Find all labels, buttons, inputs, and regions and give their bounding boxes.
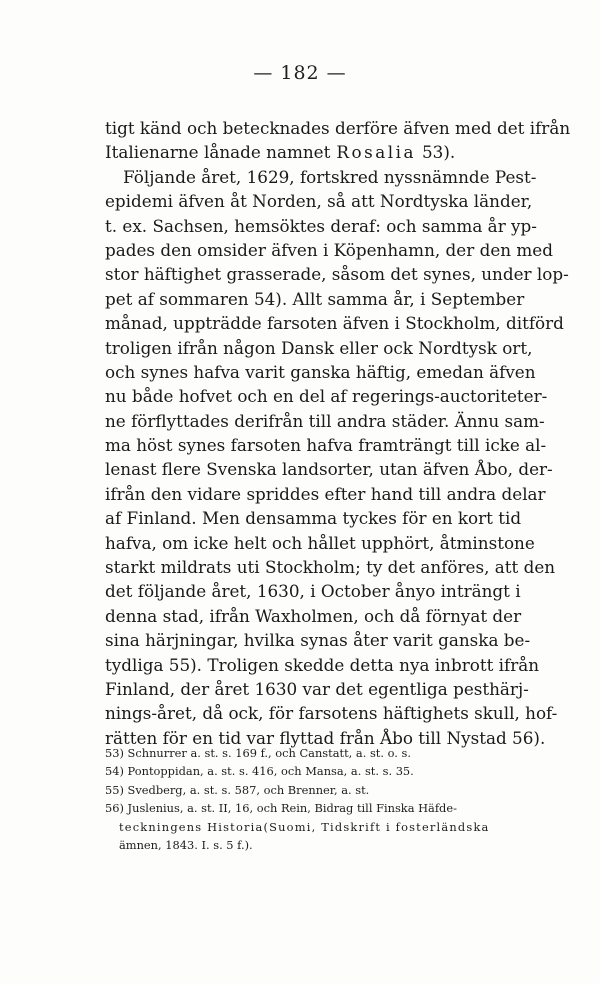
text-line-15: lenast flere Svenska landsorter, utan äfven Åbo, der- [105, 459, 553, 480]
text-line-7: stor häftighet grasserade, såsom det synes, under lop- [105, 264, 569, 285]
footnote-56-line-1: 56) Juslenius, a. st. II, 16, och Rein, Bidrag till Finska Häfde- [105, 801, 457, 816]
text-line-22: sina härjningar, hvilka synas åter varit ganska be- [105, 630, 531, 651]
text-line-16: ifrån den vidare spriddes efter hand till andra delar [105, 483, 546, 504]
name-rosalia: Rosalia [336, 142, 416, 163]
text-line-6: pades den omsider äfven i Köpenhamn, der den med [105, 239, 553, 260]
footnote-55: 55) Svedberg, a. st. s. 587, och Brenner, a. st. [105, 782, 370, 797]
text-line-10: troligen ifrån någon Dansk eller ock Nordtysk ort, [105, 337, 533, 358]
footnotes [105, 744, 497, 854]
text-line-5: t. ex. Sachsen, hemsöktes deraf: och samma år yp- [105, 215, 537, 236]
body-text [105, 116, 571, 750]
text-line-17: af Finland. Men densamma tyckes för en kort tid [105, 508, 522, 529]
footnote-ref-53: 53). [421, 142, 456, 163]
text-line-19: starkt mildrats uti Stockholm; ty det anföres, att den [105, 557, 556, 578]
text-line-2: Italienarne lånade namnet Rosalia 53). [105, 140, 497, 164]
text-line-12: nu både hofvet och en del af regerings-auctoriteter- [105, 386, 548, 407]
footnote-54: 54) Pontoppidan, a. st. s. 416, och Mansa, a. st. s. 35. [105, 764, 414, 779]
page-number: — 182 — [253, 62, 347, 84]
text-line-3: Följande året, 1629, fortskred nyssnämnde Pest- [123, 166, 537, 187]
text-line-21: denna stad, ifrån Waxholmen, och då förnyat der [105, 605, 522, 626]
text-line-25: nings-året, då ock, för farsotens häftighets skull, hof- [105, 703, 558, 724]
text-line-9: månad, uppträdde farsoten äfven i Stockholm, ditförd [105, 313, 564, 334]
footnote-56-line-2: teckningens Historia(Suomi, Tidskrift i fosterländska [119, 819, 490, 834]
text-line-23: tydliga 55). Troligen skedde detta nya inbrott ifrån [105, 654, 540, 675]
text-line-4: epidemi äfven åt Norden, så att Nordtyska länder, [105, 191, 533, 212]
text-line-1: tigt känd och betecknades derföre äfven med det ifrån [105, 118, 571, 138]
text-line-20: det följande året, 1630, i October ånyo inträngt i [105, 581, 521, 602]
text-line-13: ne förflyttades derifrån till andra städer. Ännu sam- [105, 410, 545, 431]
text-line-24: Finland, der året 1630 var det egentliga pesthärj- [105, 678, 529, 699]
text-line-11: och synes hafva varit ganska häftig, emedan äfven [105, 361, 536, 382]
text-line-14: ma höst synes farsoten hafva framträngt till icke al- [105, 435, 547, 456]
footnote-56-line-3: ämnen, 1843. I. s. 5 f.). [119, 838, 253, 853]
text-line-26: rätten för en tid var flyttad från Åbo till Nystad 56). [105, 727, 546, 748]
footnote-53: 53) Schnurrer a. st. s. 169 f., och Canstatt, a. st. o. s. [105, 746, 411, 760]
text-line-8: pet af sommaren 54). Allt samma år, i September [105, 288, 525, 309]
text-line-18: hafva, om icke helt och hållet upphört, åtminstone [105, 532, 535, 553]
